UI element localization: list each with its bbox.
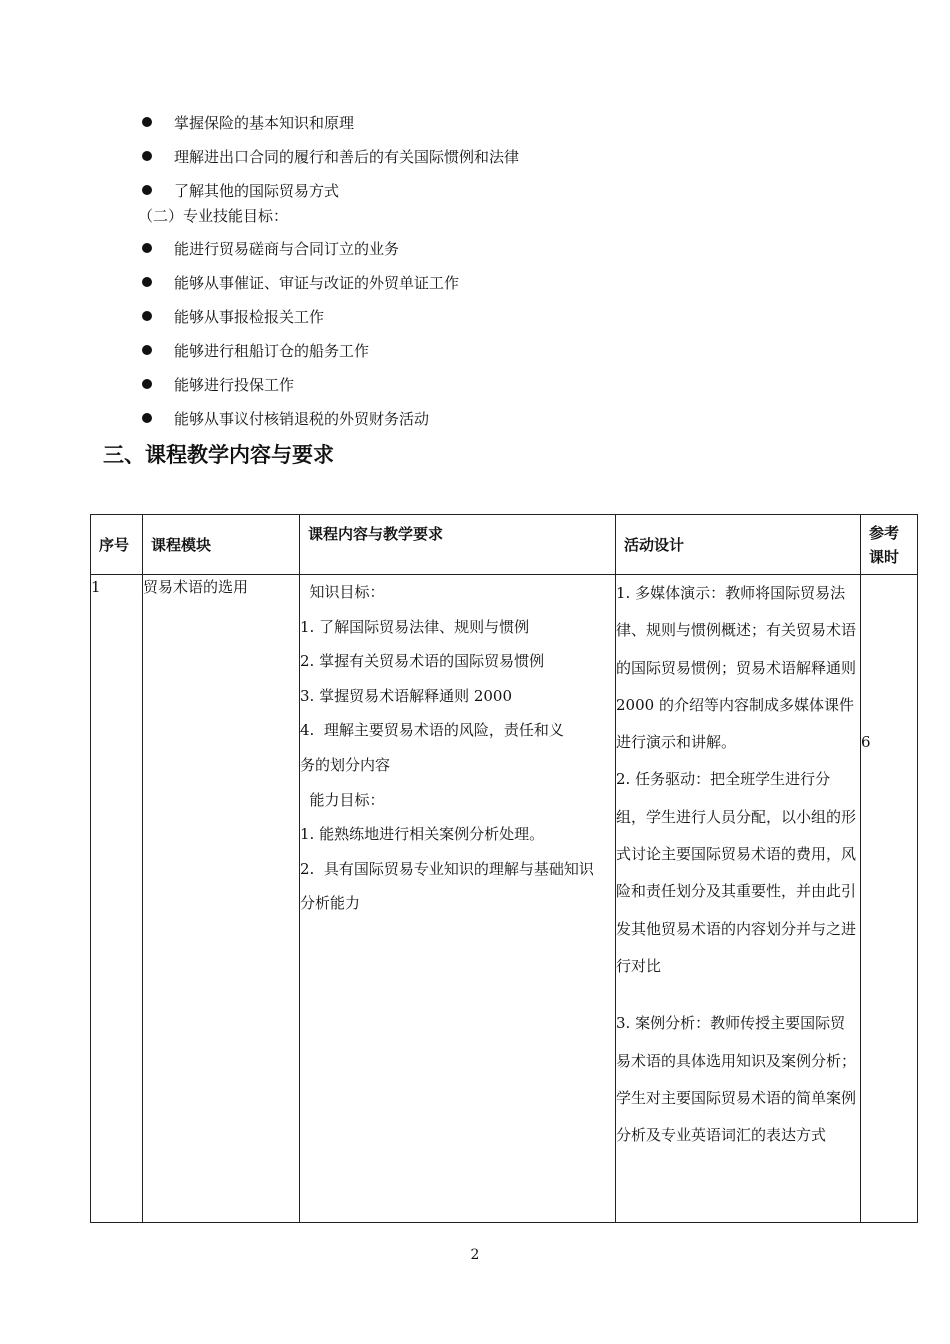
bullet-dot-icon xyxy=(142,277,152,287)
bullet-item xyxy=(142,180,339,202)
table-row xyxy=(91,575,918,1223)
activity-task-driven: 2. 任务驱动：把全班学生进行分组，学生进行人员分配，以小组的形式讨论主要国际贸易术语的费用，风险和责任划分及其重要性，并由此引发其他贸易术语的内容划分并与之进行对比 xyxy=(616,770,857,975)
table-header-row xyxy=(91,515,918,575)
course-content-table xyxy=(90,514,918,1223)
content-line: 务的划分内容 xyxy=(300,755,391,774)
page-number: 2 xyxy=(470,1247,480,1263)
bullet-text: 能够进行租船订仓的船务工作 xyxy=(174,342,370,360)
row-hours xyxy=(861,575,918,1223)
bullet-dot-icon xyxy=(142,151,152,161)
section-title: 三、课程教学内容与要求 xyxy=(103,443,334,467)
bullet-item xyxy=(142,374,294,396)
hours-value: 6 xyxy=(861,733,871,751)
activity-multimedia: 1. 多媒体演示：教师将国际贸易法律、规则与惯例概述；有关贸易术语的国际贸易惯例；贸易术语解释通则 2000 的介绍等内容制成多媒体课件进行演示和讲解。 xyxy=(616,584,857,752)
bullet-dot-icon xyxy=(142,311,152,321)
bullet-dot-icon xyxy=(142,345,152,355)
skills-heading: （二）专业技能目标： xyxy=(138,207,289,225)
activity-spacer xyxy=(616,985,860,1005)
bullet-text: 理解进出口合同的履行和善后的有关国际惯例和法律 xyxy=(174,148,520,166)
bullet-dot-icon xyxy=(142,117,152,127)
bullet-text: 能够从事报检报关工作 xyxy=(174,308,325,326)
content-line: 4. 理解主要贸易术语的风险，责任和义 xyxy=(300,721,564,740)
content-line: 知识目标： xyxy=(300,583,385,601)
header-hours xyxy=(861,515,918,575)
bullet-item xyxy=(142,238,399,260)
content-line: 2. 掌握有关贸易术语的国际贸易惯例 xyxy=(300,652,545,671)
header-num: 序号 xyxy=(91,515,143,575)
header-hours-line1: 参考 xyxy=(869,523,900,542)
content-line: 能力目标： xyxy=(300,790,385,809)
content-line: 分析能力 xyxy=(300,894,361,913)
row-content xyxy=(300,575,616,1223)
bullet-item xyxy=(142,146,519,168)
bullet-text: 了解其他的国际贸易方式 xyxy=(174,182,340,200)
content-line: 2. 具有国际贸易专业知识的理解与基础知识 xyxy=(300,859,594,878)
bullet-item xyxy=(142,112,354,134)
row-module: 贸易术语的选用 xyxy=(143,575,300,1223)
bullet-item xyxy=(142,272,459,294)
bullet-item xyxy=(142,306,324,328)
row-num: 1 xyxy=(91,575,143,1223)
bullet-dot-icon xyxy=(142,413,152,423)
row-activity xyxy=(616,575,861,1223)
bullet-text: 能进行贸易磋商与合同订立的业务 xyxy=(174,240,400,258)
bullet-text: 能够从事催证、审证与改证的外贸单证工作 xyxy=(174,274,460,292)
bullet-item xyxy=(142,340,369,362)
header-hours-line2: 课时 xyxy=(869,547,900,566)
content-line: 1. 能熟练地进行相关案例分析处理。 xyxy=(300,825,545,844)
bullet-dot-icon xyxy=(142,379,152,389)
content-line: 1. 了解国际贸易法律、规则与惯例 xyxy=(300,617,530,636)
header-module: 课程模块 xyxy=(143,515,300,575)
bullet-item xyxy=(142,408,429,430)
bullet-text: 能够从事议付核销退税的外贸财务活动 xyxy=(174,410,430,428)
header-activity: 活动设计 xyxy=(616,515,861,575)
bullet-dot-icon xyxy=(142,185,152,195)
bullet-dot-icon xyxy=(142,243,152,253)
header-content: 课程内容与教学要求 xyxy=(300,515,616,575)
activity-case-analysis: 3. 案例分析：教师传授主要国际贸易术语的具体选用知识及案例分析；学生对主要国际贸易术语的简单案例分析及专业英语词汇的表达方式 xyxy=(616,1014,857,1145)
content-line: 3. 掌握贸易术语解释通则 2000 xyxy=(300,686,513,705)
bullet-text: 掌握保险的基本知识和原理 xyxy=(174,114,355,132)
bullet-text: 能够进行投保工作 xyxy=(174,376,295,394)
